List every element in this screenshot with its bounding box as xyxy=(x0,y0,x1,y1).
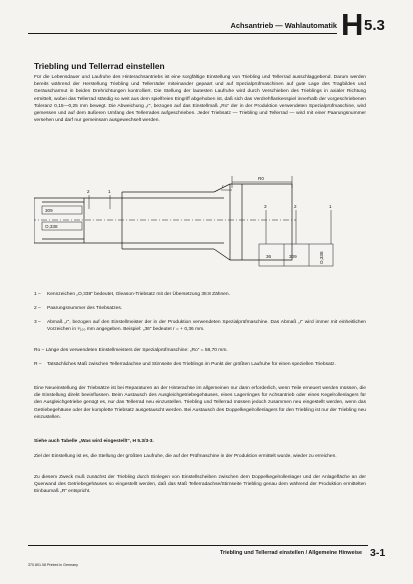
pinion-gear-diagram xyxy=(34,172,366,282)
intro-paragraph: Für die Lebensdauer und Laufruhe des Hinterachsantriebs ist eine sorgfältige Einstellung von Triebling und Tellerrad ausschlaggebend. Darum werden bereits während der Herstellung Triebling und Tellerräder miteinander gepaart und auf Spezialprüfmaschinen auf gute Lage des Tragbildes und Geräuscharmut in beiden Drehrichtungen kontrolliert. Die Stellung der lautesten Laufruhe wird durch Verschieben des Trieblings in axialer Richtung ermittelt, wobei das Tellerrad ständig so weit aus dem spielfreien Eingriff abgehoben ist, daß sich das Verdrehflankenspiel innerhalb der vorgeschriebenen Toleranz 0,15—0,25 mm bewegt. Die Abweichung „r“, bezogen auf das Einstellmaß „Ro“ der in der Produktion verwendeten Spezialprüfmaschine, wird gemessen und auf dem äußeren Umfang des Tellerrades aufgeschrieben. Jeder Triebsatz — Triebling und Tellerrad — wird mit einer Paarungsnummer versehen und darf nur gemeinsam ausgewechselt werden. xyxy=(34,75,366,124)
label-bottom-36: 36 xyxy=(266,254,272,259)
label-bottom-309: 309 xyxy=(289,254,297,259)
legend-1-marker: 1 – xyxy=(34,292,41,297)
legend-2-text: Paarungsnummer des Triebsatzes. xyxy=(47,306,123,311)
label-bottom-o338: O,338 xyxy=(319,251,324,264)
legend-3-marker: 3 – xyxy=(34,320,41,325)
repair-paragraph: Eine Neueinstellung der Triebsätze ist bei Reparaturen an der Hinterachse im allgemeinen nur dann erforderlich, wenn Teile erneuert werden müssen, die die Einstellung direkt beeinflussen. Beim Austausch des Ausgleichgetriebegehäuses, eines Lagerringes für Achsantrieb oder eines Kegelrollenlagers für den Ausgleichgetriebe genügt es, nur das Tellerrad neu einzustellen. Triebling und Tellerrad müssen jedoch zusammen neu eingestellt werden, wenn das Getriebegehäuse oder der komplette Triebsatz ausgetauscht werden. Bei Austausch des Doppelkegelrollenlagers für den Triebling ist nur der Triebling neu einzustellen. xyxy=(34,386,366,420)
see-also-note: Siehe auch Tabelle „Was wird eingestellt“, H 5.3/3-3. xyxy=(34,439,154,444)
section-title: Triebling und Tellerrad einstellen xyxy=(34,61,165,71)
section-number: 5.3 xyxy=(364,17,385,34)
chapter-title: Achsantrieb — Wahlautomatik xyxy=(230,21,337,30)
page-number: 3-1 xyxy=(370,547,386,559)
label-right-3: 3 xyxy=(264,204,267,209)
method-paragraph: Zu diesem Zweck muß zunächst der Triebling durch Einlegen von Einstellscheiben zwischen dem Doppelkegelrollenlager und der Anlagefläche an der Querwand des Getriebegehäuses so eingestellt werden, daß das Maß Tellerradachse/Stirnseite Triebling genau dem während der Produktion ermittelten Einbaumaß „R“ entspricht. xyxy=(34,475,366,495)
label-part-1: 1 xyxy=(108,189,111,194)
label-309: 309 xyxy=(45,208,53,213)
label-right-2: 2 xyxy=(294,204,297,209)
r-definition-text: Tatsächliches Maß zwischen Tellerradachse und Stirnseite des Trieblings im Punkt der größten Laufruhe für einen speziellen Triebsatz. xyxy=(47,362,336,367)
legend-1-text: Kennzeichen „O,338“ bedeutet, Gleason-Triebsatz mit der Übersetzung 35:8 Zähnen. xyxy=(47,292,230,297)
section-letter: H xyxy=(341,7,364,42)
r-definition-marker: R – xyxy=(34,362,42,367)
header-rule xyxy=(28,33,337,34)
footer-rule xyxy=(28,545,368,546)
goal-paragraph: Ziel der Einstellung ist es, die Stellung der größten Laufruhe, die auf der Prüfmaschine in der Produktion ermittelt wurde, wieder zu erreichen. xyxy=(34,454,337,459)
label-r: r xyxy=(222,184,224,189)
label-right-1: 1 xyxy=(329,204,332,209)
print-note: 370.801.08 Printed in Germany xyxy=(28,563,78,567)
ro-definition: Ro – Länge des verwendeten Einstellmeisters der Spezialprüfmaschine: „Ro“ = 58,70 mm. xyxy=(34,348,228,353)
label-o338: O,338 xyxy=(45,224,58,229)
legend-3-text: Abmaß „r“, bezogen auf den Einstellmeister der in der Produktion verwendeten Spezialprüfmaschine. Das Abmaß „r“ wird immer mit einheitlichen Vorzeichen in ¹⁄₁₀₀ mm angegeben. Beispiel: „36“ bedeutet r = + 0,36 mm. xyxy=(47,320,366,333)
label-r0: R0 xyxy=(258,176,264,181)
label-part-2: 2 xyxy=(87,189,90,194)
legend-2-marker: 2 – xyxy=(34,306,41,311)
footer-title: Triebling und Tellerrad einstellen / Allgemeine Hinweise xyxy=(220,550,362,556)
